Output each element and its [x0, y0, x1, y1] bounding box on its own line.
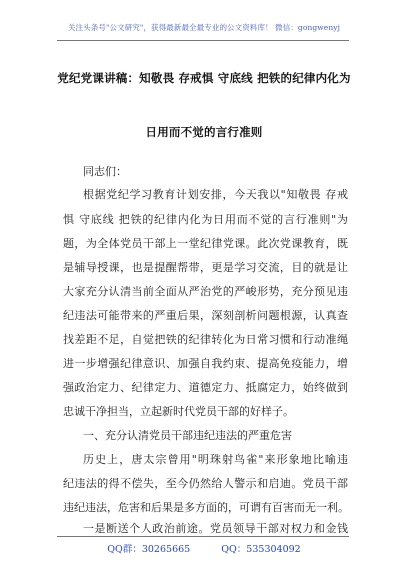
body-line: 找差距不足，自觉把铁的纪律转化为日常习惯和行动准绳 [63, 333, 348, 346]
salutation: 同志们： [83, 165, 127, 178]
body-line: 强政治定力、纪律定力、道德定力、抵腐定力，始终做到 [63, 381, 348, 394]
body-line: 忠诚干净担当，立起新时代党员干部的好样子。 [63, 405, 294, 418]
body-line: 题，为全体党员干部上一堂纪律党课。此次党课教育，既 [63, 237, 348, 250]
footer-qq-group: QQ群：30265665 [107, 544, 191, 555]
footer [0, 541, 408, 555]
section-heading: 一、充分认清党员干部违纪违法的严重危害 [83, 429, 292, 442]
body-line: 大家充分认清当前全面从严治党的严峻形势，充分预见违 [63, 285, 348, 298]
body-line: 纪违法的得不偿失，至今仍然给人警示和启迪。党员干部 [63, 477, 348, 490]
header-banner: 关注头条号"公文研究"，获得最新最全最专业的公文资料库！ 微信：gongwenyj [67, 23, 341, 32]
footer-divider [57, 536, 349, 537]
footer-qq: QQ：535304092 [221, 544, 301, 555]
body-line: 违纪违法，危害和后果是多方面的，可谓有百害而无一利。 [63, 501, 349, 514]
header-divider [57, 40, 349, 41]
body-line: 根据党纪学习教育计划安排，今天我以"知敬畏 存戒 [83, 188, 348, 201]
body-line: 进一步增强纪律意识、加强自我约束、提高免疫能力，增 [63, 357, 348, 370]
document-title-line-1: 党纪党课讲稿：知敬畏 存戒惧 守底线 把铁的纪律内化为 [57, 71, 351, 85]
body-line: 纪违法可能带来的严重后果，深刻剖析问题根源，认真查 [63, 309, 348, 322]
body-line: 一是断送个人政治前途。党员领导干部对权力和金钱 [83, 522, 348, 535]
body-line: 历史上，唐太宗曾用"明珠射鸟雀"来形象地比喻违 [83, 453, 348, 466]
body-line: 是辅导授课，也是提醒帮带，更是学习交流，目的就是让 [63, 261, 348, 274]
document-title-line-2: 日用而不觉的言行准则 [145, 125, 263, 139]
body-line: 惧 守底线 把铁的纪律内化为日用而不觉的言行准则"为 [63, 213, 348, 226]
